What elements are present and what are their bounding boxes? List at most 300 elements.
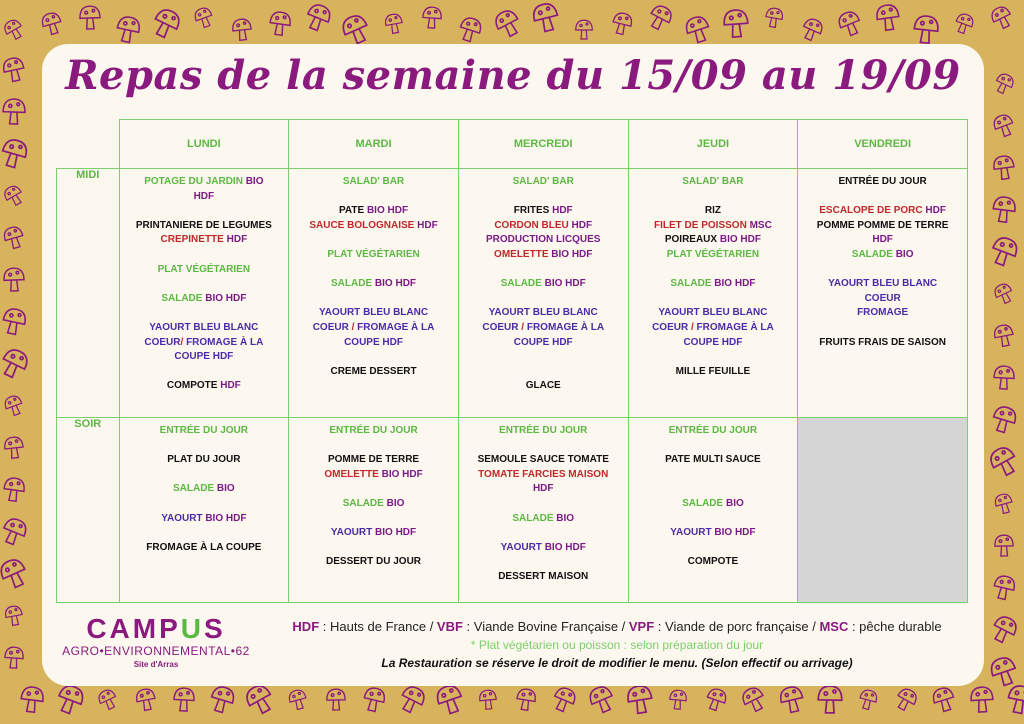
menu-text: SALADE bbox=[500, 278, 545, 290]
mushroom-icon bbox=[4, 268, 25, 291]
menu-text: YAOURT bbox=[161, 512, 206, 524]
menu-line bbox=[120, 292, 289, 307]
mushroom-icon bbox=[992, 196, 1017, 223]
menu-line-gap bbox=[289, 482, 458, 497]
menu-text: COUPE HDF bbox=[174, 351, 234, 363]
weekly-menu-table bbox=[56, 119, 968, 603]
menu-line-gap bbox=[629, 468, 798, 483]
menu-text: YAOURT bbox=[670, 527, 715, 539]
mushroom-icon bbox=[778, 685, 805, 714]
mushroom-icon bbox=[989, 4, 1015, 31]
mushroom-icon bbox=[818, 686, 842, 713]
mushroom-icon bbox=[993, 324, 1015, 348]
menu-line-gap bbox=[289, 292, 458, 307]
mushroom-icon bbox=[988, 655, 1019, 688]
campus-logo bbox=[56, 614, 256, 669]
mushroom-icon bbox=[232, 18, 252, 41]
menu-line-gap bbox=[629, 512, 798, 527]
menu-text: FROMAGE À LA bbox=[357, 321, 435, 333]
menu-text: BIO HDF bbox=[714, 527, 756, 539]
mushroom-icon bbox=[4, 647, 24, 669]
menu-line-gap bbox=[798, 321, 967, 336]
menu-line-gap bbox=[289, 233, 458, 248]
menu-line bbox=[459, 277, 628, 292]
menu-text: COUPE HDF bbox=[344, 336, 403, 348]
mushroom-icon bbox=[269, 11, 292, 36]
menu-text: POMME DE TERRE bbox=[327, 454, 420, 466]
logo-wordmark-a: CAMP bbox=[86, 613, 181, 644]
menu-line bbox=[120, 336, 289, 351]
menu-line bbox=[459, 541, 628, 556]
legend-note: * Plat végétarien ou poisson : selon préparation du jour bbox=[470, 638, 764, 652]
menu-text: BIO bbox=[386, 497, 405, 509]
day-header-row bbox=[57, 120, 968, 169]
mushroom-icon bbox=[993, 72, 1016, 96]
menu-line bbox=[289, 248, 458, 263]
menu-line bbox=[120, 321, 289, 336]
menu-line bbox=[289, 321, 458, 336]
menu-text: COEUR bbox=[652, 321, 691, 333]
menu-line bbox=[798, 306, 967, 321]
menu-cell bbox=[119, 169, 289, 418]
menu-text: FROMAGE À LA bbox=[186, 336, 264, 348]
menu-line-gap bbox=[798, 263, 967, 278]
dinner-row bbox=[57, 418, 968, 603]
menu-line bbox=[289, 204, 458, 219]
menu-text: HDF bbox=[872, 234, 893, 246]
mushroom-icon bbox=[764, 7, 784, 28]
mushroom-icon bbox=[669, 690, 687, 710]
menu-text: BIO HDF bbox=[544, 278, 586, 290]
mushroom-icon bbox=[740, 685, 768, 714]
menu-text: PATE MULTI SAUCE bbox=[665, 454, 761, 466]
mushroom-icon bbox=[4, 605, 24, 626]
menu-text: ENTRÉE DU JOUR bbox=[159, 425, 249, 436]
menu-line-gap bbox=[120, 526, 289, 541]
menu-text: YAOURT BLEU BLANC bbox=[488, 307, 598, 319]
menu-line bbox=[629, 321, 798, 336]
mushroom-icon bbox=[858, 688, 879, 710]
menu-text: / bbox=[690, 321, 697, 333]
menu-line bbox=[629, 277, 798, 292]
menu-line bbox=[289, 175, 458, 190]
mushroom-icon bbox=[992, 574, 1017, 601]
menu-line-gap bbox=[629, 292, 798, 307]
menu-text: SALAD' BAR bbox=[512, 176, 574, 187]
menu-cell-content bbox=[798, 169, 967, 350]
mushroom-icon bbox=[0, 346, 31, 380]
mushroom-icon bbox=[0, 137, 29, 169]
mushroom-icon bbox=[515, 688, 536, 711]
menu-text: PRODUCTION LICQUES bbox=[485, 234, 601, 246]
menu-text: BIO HDF bbox=[205, 292, 247, 304]
menu-line bbox=[459, 204, 628, 219]
menu-line bbox=[459, 306, 628, 321]
menu-text: COMPOTE bbox=[687, 556, 739, 568]
page-title: Repas de la semaine du 15/09 au 19/09 bbox=[65, 52, 961, 99]
menu-cell-empty bbox=[798, 418, 968, 603]
menu-line bbox=[459, 336, 628, 351]
mushroom-icon bbox=[362, 686, 387, 713]
legend bbox=[250, 618, 984, 672]
mushroom-icon bbox=[54, 683, 86, 716]
menu-line-gap bbox=[120, 248, 289, 263]
row-label-lunch: MIDI bbox=[57, 169, 120, 418]
logo-wordmark-u: U bbox=[180, 613, 204, 644]
menu-text: HDF bbox=[925, 205, 946, 217]
lunch-row bbox=[57, 169, 968, 418]
menu-cell bbox=[798, 169, 968, 418]
day-header-friday: VENDREDI bbox=[798, 120, 968, 169]
menu-text: HDF bbox=[532, 483, 554, 495]
table-corner bbox=[57, 120, 120, 169]
mushroom-icon bbox=[611, 11, 634, 36]
mushroom-icon bbox=[684, 14, 712, 44]
mushroom-icon bbox=[992, 282, 1015, 306]
menu-line bbox=[629, 497, 798, 512]
mushroom-icon bbox=[384, 13, 404, 34]
mushroom-icon bbox=[704, 687, 728, 713]
menu-text: BIO HDF bbox=[205, 512, 247, 524]
menu-line bbox=[289, 555, 458, 570]
menu-line-gap bbox=[289, 439, 458, 454]
menu-text: HDF bbox=[552, 205, 573, 217]
mushroom-icon bbox=[836, 9, 863, 38]
menu-line bbox=[289, 526, 458, 541]
menu-cell-content bbox=[120, 418, 289, 555]
menu-text: SALAD' BAR bbox=[342, 176, 405, 187]
menu-text: YAOURT bbox=[500, 541, 545, 553]
menu-line bbox=[459, 468, 628, 483]
menu-text: PATE bbox=[338, 205, 367, 217]
menu-line bbox=[629, 219, 798, 234]
menu-line-gap bbox=[629, 541, 798, 556]
menu-line bbox=[120, 350, 289, 365]
menu-line bbox=[120, 482, 289, 497]
mushroom-icon bbox=[1006, 684, 1024, 715]
menu-line-gap bbox=[459, 526, 628, 541]
mushroom-icon bbox=[397, 684, 428, 716]
menu-text: BIO HDF bbox=[381, 468, 423, 480]
mushroom-icon bbox=[531, 2, 560, 34]
mushroom-icon bbox=[4, 436, 24, 459]
menu-text: ENTRÉE DU JOUR bbox=[329, 425, 418, 436]
menu-line-gap bbox=[120, 439, 289, 454]
menu-text: POTAGE DU JARDIN bbox=[144, 176, 246, 187]
mushroom-icon bbox=[3, 477, 26, 502]
mushroom-icon bbox=[994, 492, 1015, 514]
mushroom-icon bbox=[875, 4, 900, 32]
menu-line-gap bbox=[120, 468, 289, 483]
menu-line bbox=[798, 277, 967, 292]
logo-site: Site d'Arras bbox=[133, 660, 179, 669]
menu-line bbox=[289, 424, 458, 439]
menu-line-gap bbox=[120, 204, 289, 219]
row-label-dinner: SOIR bbox=[57, 418, 120, 603]
mushroom-icon bbox=[40, 11, 63, 36]
menu-text: FROMAGE À LA bbox=[696, 321, 774, 333]
menu-line bbox=[629, 175, 798, 190]
menu-line bbox=[120, 541, 289, 556]
menu-text: BIO bbox=[556, 512, 575, 524]
legend-abbr: VBF bbox=[436, 619, 463, 634]
mushroom-icon bbox=[479, 690, 497, 710]
menu-line-gap bbox=[120, 277, 289, 292]
menu-line bbox=[289, 453, 458, 468]
menu-text: GLACE bbox=[525, 380, 561, 392]
menu-cell bbox=[628, 418, 798, 603]
menu-text: HDF bbox=[571, 219, 593, 231]
menu-text: COEUR bbox=[864, 292, 901, 304]
menu-text: OMELETTE bbox=[324, 468, 382, 480]
mushroom-icon bbox=[953, 12, 975, 35]
legend-text: : Viande de porc française / bbox=[654, 619, 820, 634]
menu-text: BIO HDF bbox=[544, 541, 586, 553]
menu-cell bbox=[458, 169, 628, 418]
menu-line-gap bbox=[289, 263, 458, 278]
menu-line bbox=[459, 482, 628, 497]
menu-line bbox=[629, 424, 798, 439]
logo-wordmark-b: S bbox=[204, 613, 226, 644]
menu-text: ENTRÉE DU JOUR bbox=[668, 425, 758, 436]
menu-text: SALAD' BAR bbox=[682, 176, 744, 187]
menu-line bbox=[120, 379, 289, 394]
menu-text: FRITES bbox=[513, 205, 553, 217]
menu-line-gap bbox=[629, 190, 798, 205]
menu-line-gap bbox=[120, 306, 289, 321]
mushroom-icon bbox=[723, 9, 748, 37]
menu-text: CORDON BLEU bbox=[494, 219, 572, 231]
menu-line-gap bbox=[459, 497, 628, 512]
menu-text: BIO bbox=[216, 483, 235, 495]
menu-text: SALADE bbox=[670, 278, 715, 290]
menu-cell bbox=[289, 418, 459, 603]
mushroom-icon bbox=[327, 689, 346, 710]
menu-text: SALADE bbox=[682, 497, 726, 509]
menu-line bbox=[289, 306, 458, 321]
menu-line bbox=[120, 512, 289, 527]
menu-line bbox=[629, 204, 798, 219]
menu-text: PRINTANIERE DE LEGUMES bbox=[135, 219, 272, 231]
menu-text: BIO HDF bbox=[375, 527, 417, 539]
menu-text: POMME POMME DE TERRE bbox=[816, 219, 949, 231]
menu-text: SALADE bbox=[512, 512, 557, 524]
menu-line bbox=[289, 336, 458, 351]
menu-line bbox=[459, 570, 628, 585]
menu-line-gap bbox=[629, 263, 798, 278]
menu-cell bbox=[458, 418, 628, 603]
menu-text: MILLE FEUILLE bbox=[675, 365, 751, 377]
menu-line bbox=[289, 219, 458, 234]
menu-text: SALADE bbox=[173, 483, 217, 495]
menu-line-gap bbox=[459, 190, 628, 205]
mushroom-icon bbox=[1, 307, 27, 336]
menu-line bbox=[798, 219, 967, 234]
menu-line bbox=[120, 453, 289, 468]
menu-text: SALADE bbox=[851, 248, 896, 260]
menu-cell bbox=[289, 169, 459, 418]
menu-text: / bbox=[351, 321, 358, 333]
mushroom-icon bbox=[931, 686, 957, 714]
menu-line-gap bbox=[629, 350, 798, 365]
day-header-tuesday: MARDI bbox=[289, 120, 459, 169]
menu-line-gap bbox=[120, 497, 289, 512]
menu-line bbox=[120, 190, 289, 205]
menu-text: PLAT VÉGÉTARIEN bbox=[666, 248, 760, 260]
mushroom-icon bbox=[990, 405, 1018, 435]
mushroom-icon bbox=[0, 557, 30, 591]
menu-text: / bbox=[521, 321, 527, 333]
menu-text: FROMAGE À LA COUPE bbox=[146, 541, 262, 553]
menu-line-gap bbox=[459, 263, 628, 278]
menu-text: YAOURT BLEU BLANC bbox=[318, 307, 429, 319]
menu-text: POIREAUX bbox=[664, 234, 720, 246]
menu-line-gap bbox=[459, 439, 628, 454]
mushroom-icon bbox=[20, 686, 45, 713]
mushroom-icon bbox=[3, 99, 26, 124]
mushroom-icon bbox=[2, 17, 26, 41]
menu-text: HDF bbox=[193, 190, 215, 202]
mushroom-icon bbox=[96, 688, 119, 712]
mushroom-icon bbox=[288, 688, 309, 710]
menu-text: HDF bbox=[417, 219, 438, 231]
menu-cell-content bbox=[629, 169, 798, 379]
menu-text: / bbox=[180, 336, 187, 348]
menu-text: PLAT VÉGÉTARIEN bbox=[327, 248, 420, 260]
menu-line-gap bbox=[289, 190, 458, 205]
mushroom-icon bbox=[913, 15, 939, 44]
menu-cell-content bbox=[289, 169, 458, 379]
menu-cell-content bbox=[289, 418, 458, 570]
menu-line-gap bbox=[459, 350, 628, 365]
menu-text: YAOURT BLEU BLANC bbox=[149, 321, 259, 333]
mushroom-icon bbox=[422, 7, 442, 29]
menu-text: YAOURT BLEU BLANC bbox=[828, 278, 938, 290]
menu-line bbox=[120, 175, 289, 190]
menu-line bbox=[289, 468, 458, 483]
menu-text: BIO bbox=[245, 176, 264, 187]
mushroom-icon bbox=[587, 684, 617, 715]
mushroom-icon bbox=[0, 516, 29, 547]
menu-line-gap bbox=[289, 512, 458, 527]
legend-text: : Viande Bovine Française / bbox=[462, 619, 629, 634]
menu-line bbox=[798, 248, 967, 263]
mushroom-icon bbox=[457, 16, 483, 44]
menu-text: COEUR bbox=[482, 321, 522, 333]
menu-line-gap bbox=[459, 292, 628, 307]
menu-cell-content bbox=[629, 418, 798, 570]
menu-text: BIO HDF bbox=[366, 205, 409, 217]
menu-text: HDF bbox=[220, 380, 241, 392]
menu-line bbox=[459, 175, 628, 190]
logo-subtitle: AGRO•ENVIRONNEMENTAL•62 bbox=[62, 644, 250, 658]
mushroom-icon bbox=[800, 16, 825, 42]
menu-text: FILET DE POISSON bbox=[654, 219, 750, 231]
menu-text: COEUR bbox=[312, 321, 352, 333]
menu-line bbox=[798, 175, 967, 190]
day-header-thursday: JEUDI bbox=[628, 120, 798, 169]
menu-text: SALADE bbox=[331, 278, 375, 290]
mushroom-icon bbox=[988, 235, 1020, 268]
mushroom-icon bbox=[340, 13, 372, 47]
menu-text: TOMATE FARCIES MAISON bbox=[478, 468, 609, 480]
menu-line bbox=[629, 555, 798, 570]
menu-line bbox=[629, 365, 798, 380]
menu-line bbox=[289, 497, 458, 512]
menu-line bbox=[629, 526, 798, 541]
menu-line bbox=[120, 424, 289, 439]
legend-disclaimer: La Restauration se réserve le droit de modifier le menu. (Selon effectif ou arrivage) bbox=[381, 656, 853, 670]
legend-abbr: HDF bbox=[292, 619, 320, 634]
menu-text: HDF bbox=[226, 234, 248, 246]
menu-line bbox=[798, 292, 967, 307]
legend-abbreviations bbox=[250, 618, 984, 636]
mushroom-icon bbox=[2, 225, 25, 250]
menu-text: OMELETTE bbox=[494, 248, 552, 260]
mushroom-icon bbox=[987, 444, 1021, 479]
menu-cell bbox=[119, 418, 289, 603]
logo-wordmark bbox=[56, 614, 256, 644]
menu-line bbox=[459, 379, 628, 394]
legend-text: : pêche durable bbox=[848, 619, 942, 634]
menu-text: BIO bbox=[725, 497, 744, 509]
menu-text: ESCALOPE DE PORC bbox=[819, 205, 926, 217]
menu-line bbox=[459, 233, 628, 248]
mushroom-icon bbox=[993, 155, 1016, 180]
menu-line bbox=[459, 219, 628, 234]
menu-line bbox=[120, 233, 289, 248]
menu-text: DESSERT DU JOUR bbox=[326, 556, 422, 568]
menu-text: PLAT VÉGÉTARIEN bbox=[157, 263, 251, 275]
mushroom-icon bbox=[551, 685, 578, 714]
menu-line bbox=[459, 321, 628, 336]
menu-line-gap bbox=[629, 482, 798, 497]
menu-line-gap bbox=[459, 555, 628, 570]
mushroom-icon bbox=[992, 113, 1016, 139]
mushroom-icon bbox=[993, 366, 1014, 390]
menu-cell-content bbox=[459, 418, 628, 585]
mushroom-icon bbox=[3, 394, 25, 417]
mushroom-icon bbox=[995, 535, 1014, 556]
menu-text: RIZ bbox=[704, 205, 721, 217]
mushroom-icon bbox=[243, 682, 277, 717]
menu-text: COEUR bbox=[144, 336, 181, 348]
day-header-wednesday: MERCREDI bbox=[458, 120, 628, 169]
menu-line-gap bbox=[798, 190, 967, 205]
menu-text: CREPINETTE bbox=[160, 234, 227, 246]
mushroom-icon bbox=[193, 6, 215, 29]
menu-line-gap bbox=[629, 439, 798, 454]
menu-text: BIO bbox=[895, 248, 914, 260]
menu-cell-content bbox=[120, 169, 289, 394]
mushroom-icon bbox=[303, 2, 332, 33]
menu-line bbox=[629, 306, 798, 321]
mushroom-icon bbox=[208, 685, 236, 715]
menu-cell bbox=[628, 169, 798, 418]
mushroom-icon bbox=[646, 3, 674, 32]
menu-cell-content bbox=[459, 169, 628, 394]
menu-text: SALADE bbox=[161, 292, 206, 304]
legend-abbr: VPF bbox=[628, 619, 655, 634]
menu-line-gap bbox=[459, 365, 628, 380]
menu-text: DESSERT MAISON bbox=[498, 570, 589, 582]
menu-text: SEMOULE SAUCE TOMATE bbox=[477, 454, 609, 466]
menu-text: COUPE HDF bbox=[683, 336, 743, 348]
mushroom-icon bbox=[970, 687, 993, 713]
mushroom-icon bbox=[173, 688, 194, 712]
legend-abbr: MSC bbox=[819, 619, 849, 634]
mushroom-icon bbox=[2, 183, 26, 207]
